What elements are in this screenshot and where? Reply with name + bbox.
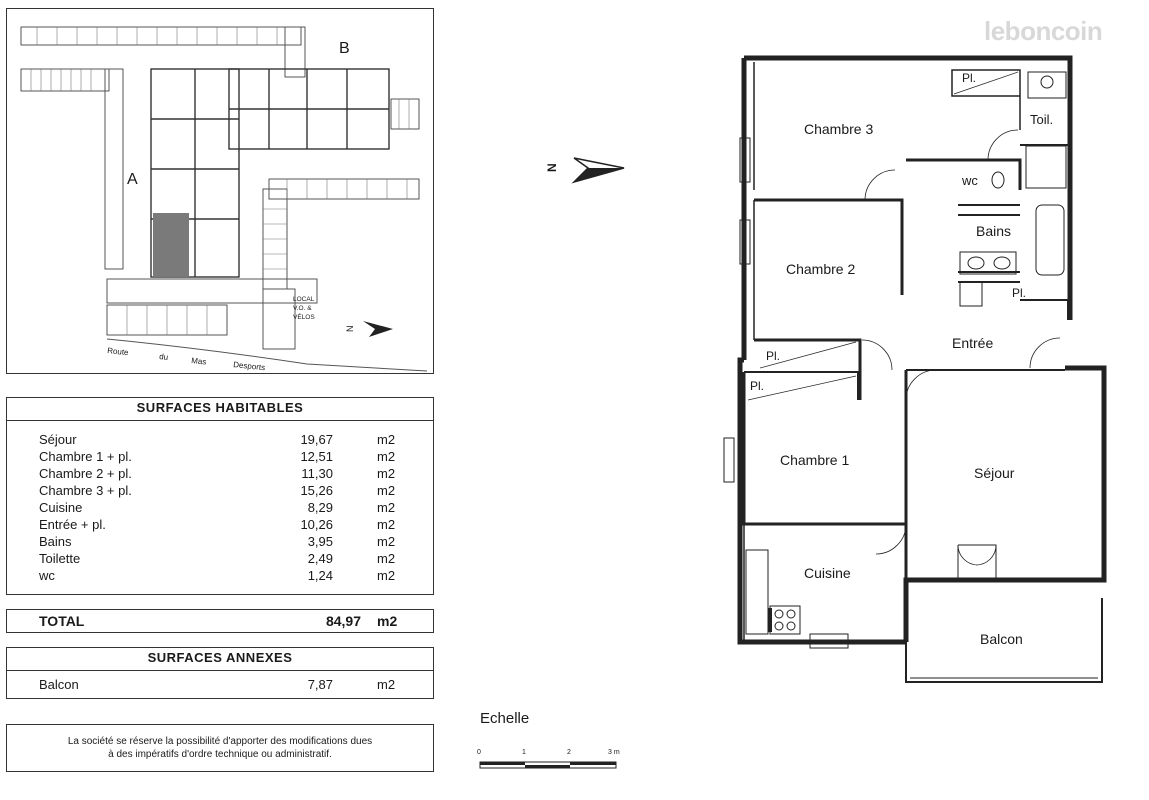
table-row: Toilette 2,49 m2: [39, 551, 396, 566]
table-row: Entrée + pl. 10,26 m2: [39, 517, 396, 532]
surfaces-habitables-header: [6, 397, 434, 421]
closet-chambre-1: Pl.: [750, 379, 765, 393]
scale-tick-3: 3 m: [608, 749, 620, 756]
room-entree: Entrée: [952, 335, 994, 351]
table-row: Chambre 3 + pl. 15,26 m2: [39, 483, 396, 498]
scale-title: Echelle: [480, 710, 530, 727]
site-plan: [6, 8, 434, 374]
scale-bar: [474, 744, 624, 779]
total-label: TOTAL: [39, 613, 85, 629]
closet-chambre-3: Pl.: [962, 71, 977, 85]
room-chambre-1: Chambre 1: [780, 452, 850, 468]
surfaces-annexes-header: [6, 647, 434, 671]
total-unit: m2: [377, 613, 398, 629]
scale-tick-0: 0: [477, 749, 481, 756]
north-label: N: [545, 163, 559, 172]
street-word-3: Mas: [190, 356, 207, 367]
room-balcon: Balcon: [980, 631, 1023, 647]
building-b-label: B: [339, 40, 350, 57]
local-label-1: LOCAL: [293, 296, 315, 303]
site-north-arrow-icon: [363, 321, 393, 337]
table-row: Cuisine 8,29 m2: [39, 500, 396, 515]
leboncoin-logo: leboncoin: [984, 16, 1103, 46]
building-a-label: A: [127, 171, 138, 188]
highlighted-apartment: [153, 213, 189, 277]
table-row: wc 1,24 m2: [39, 568, 396, 583]
room-wc: wc: [962, 173, 978, 188]
room-bains: Bains: [976, 223, 1012, 239]
table-row: Chambre 2 + pl. 11,30 m2: [39, 466, 396, 481]
floor-plan: [720, 50, 1120, 705]
room-chambre-2: Chambre 2: [786, 261, 856, 277]
site-plan-drawing: [7, 9, 433, 373]
street-word-2: du: [158, 352, 169, 362]
table-row: Balcon 7,87 m2: [39, 677, 396, 692]
scale-tick-2: 2: [567, 749, 571, 756]
local-label-3: VÉLOS: [293, 314, 315, 321]
surfaces-annexes-title: SURFACES ANNEXES: [147, 650, 293, 665]
disclaimer-line-1: La société se réserve la possibilité d'apporter des modifications dues: [67, 736, 373, 747]
surfaces-habitables-title: SURFACES HABITABLES: [136, 400, 304, 415]
street-word-1: Route: [106, 346, 129, 358]
room-sejour: Séjour: [974, 465, 1015, 481]
room-chambre-3: Chambre 3: [804, 121, 874, 137]
total-value: 84,97: [325, 613, 361, 629]
closet-chambre-2: Pl.: [766, 349, 781, 363]
north-indicator: [544, 150, 628, 191]
table-row: Chambre 1 + pl. 12,51 m2: [39, 449, 396, 464]
room-cuisine: Cuisine: [804, 565, 851, 581]
floor-plan-drawing: [720, 50, 1120, 700]
local-label-2: V.O. &: [293, 305, 312, 312]
surfaces-annexes-table: [6, 671, 434, 699]
closet-bains: Pl.: [1012, 286, 1027, 300]
room-toilette: Toil.: [1030, 112, 1054, 127]
total-row: [6, 609, 434, 633]
surfaces-habitables-table: [6, 421, 434, 595]
disclaimer-box: [6, 724, 434, 772]
scale-tick-1: 1: [522, 749, 526, 756]
table-row: Séjour 19,67 m2: [39, 432, 396, 447]
site-north-label: N: [345, 325, 355, 332]
street-word-4: Desports: [232, 360, 266, 373]
disclaimer-line-2: à des impératifs d'ordre technique ou administratif.: [108, 749, 332, 760]
table-row: Bains 3,95 m2: [39, 534, 396, 549]
